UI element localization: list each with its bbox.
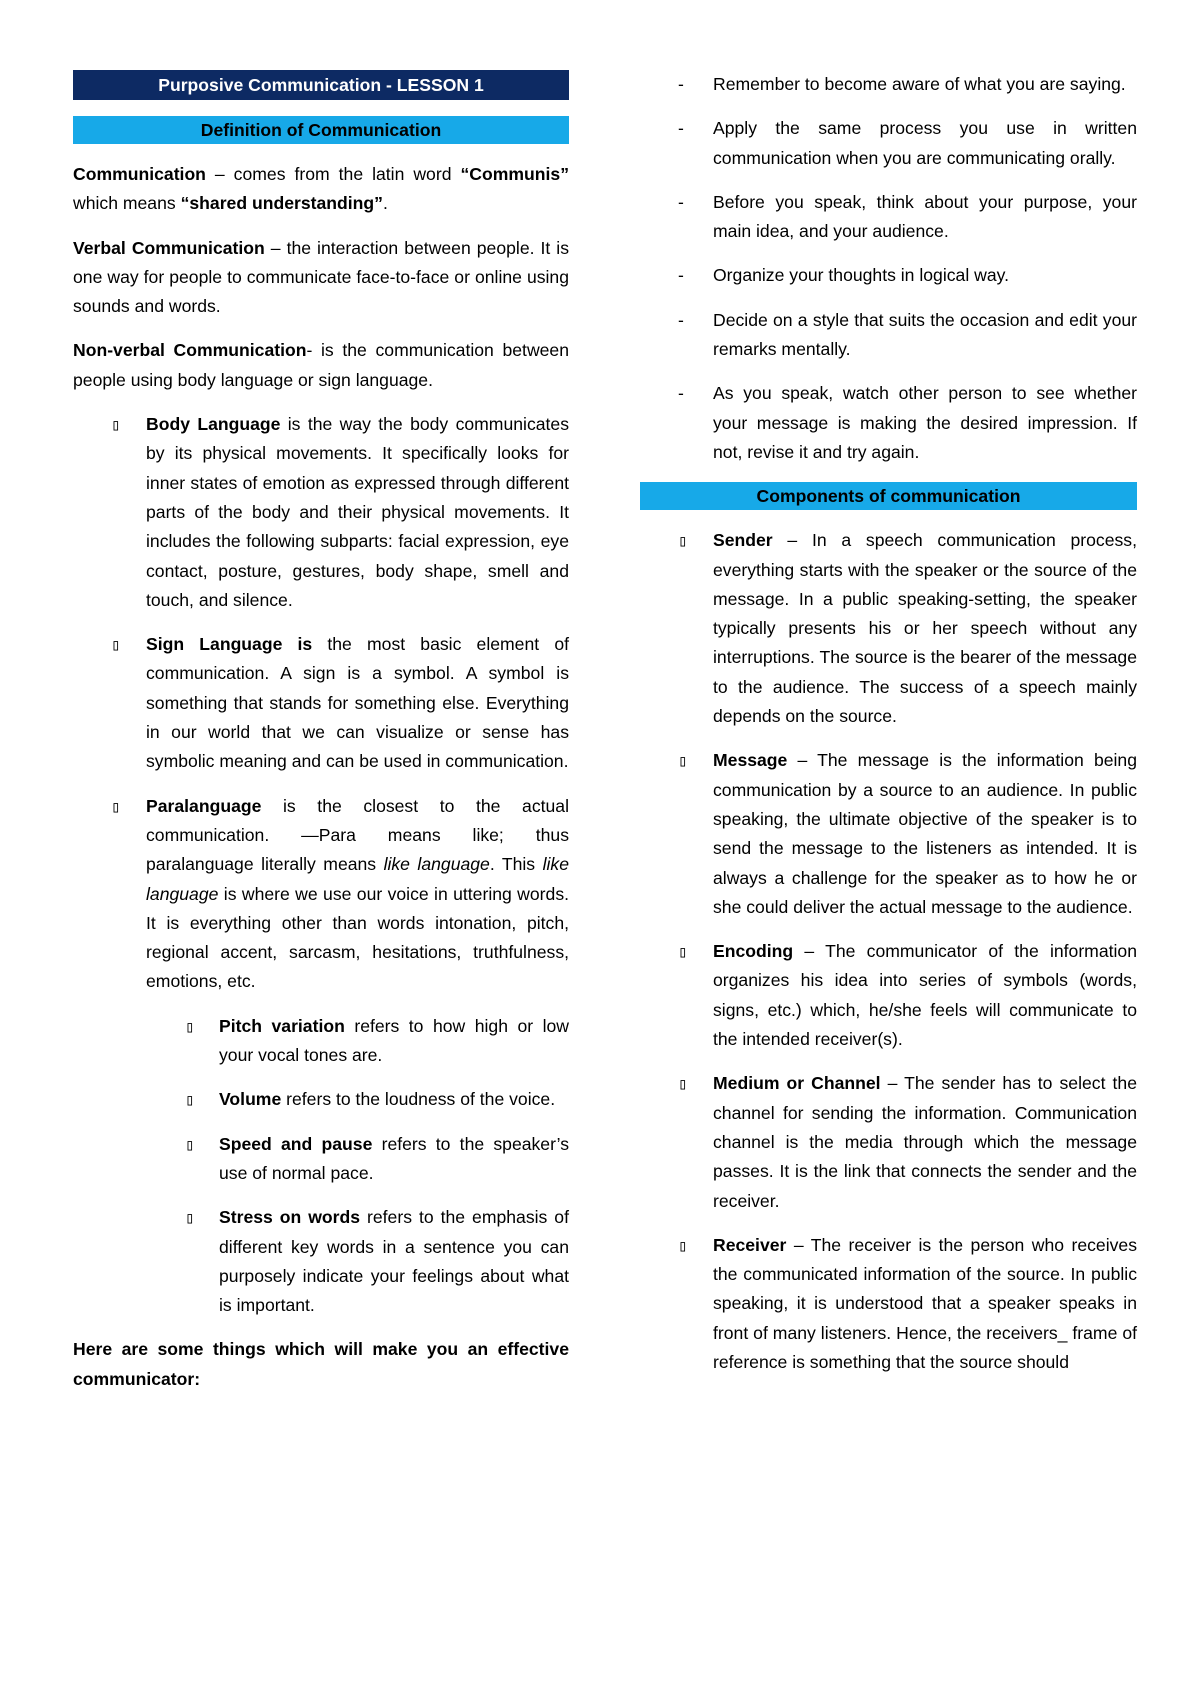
definition-verbal: Verbal Communication – the interaction between people. It is one way for people to communicate face-to-face or online using sounds and words. xyxy=(73,237,569,317)
dash-marker: - xyxy=(678,309,684,330)
section-heading-definition: Definition of Communication xyxy=(73,116,569,144)
bullet-marker: ▯ xyxy=(185,1016,195,1036)
bullet-marker: ▯ xyxy=(185,1208,195,1228)
bullet-marker: ▯ xyxy=(678,1235,688,1255)
component-encoding: ▯ Encoding – The communicator of the information organizes his idea into series of symbols (words, signs, etc.) which, he/she feels will communicate to the intended receiver(s). xyxy=(640,937,1137,1054)
sub-bullet-stress: ▯ Stress on words refers to the emphasis of different key words in a sentence you can purposely indicate your feelings about what is important. xyxy=(73,1203,569,1320)
definition-nonverbal: Non-verbal Communication- is the communication between people using body language or sign language. xyxy=(73,340,569,390)
tip-item: - Organize your thoughts in logical way. xyxy=(640,261,1137,290)
bullet-marker: ▯ xyxy=(185,1090,195,1110)
lesson-title: Purposive Communication - LESSON 1 xyxy=(73,70,569,100)
definition-communication: Communication – comes from the latin word “Communis” which means “shared understanding”. xyxy=(73,164,569,214)
effective-communicator-intro: Here are some things which will make you an effective communicator: xyxy=(73,1339,569,1389)
sub-bullet-volume: ▯ Volume refers to the loudness of the voice. xyxy=(73,1085,569,1114)
component-receiver: ▯ Receiver – The receiver is the person who receives the communicated information of the source. In public speaking, it is understood that a speaker speaks in front of many listeners. Hence, the receivers_ frame of reference is something that the source should xyxy=(640,1231,1137,1377)
bullet-marker: ▯ xyxy=(678,942,688,962)
bullet-marker: ▯ xyxy=(678,751,688,771)
bullet-body-language: ▯ Body Language is the way the body communicates by its physical movements. It specifically looks for inner states of emotion as expressed through different parts of the body and their physical movements. It includes the following subparts: facial expression, eye contact, posture, gestures, body shape, smell and touch, and silence. xyxy=(73,410,569,615)
bullet-marker: ▯ xyxy=(678,531,688,551)
dash-marker: - xyxy=(678,74,684,94)
bullet-marker: ▯ xyxy=(185,1134,195,1154)
component-sender: ▯ Sender – In a speech communication process, everything starts with the speaker or the source of the message. In a public speaking-setting, the speaker typically presents his or her speech without any interruptions. The source is the bearer of the message to the audience. The success of a speech mainly depends on the source. xyxy=(640,526,1137,731)
dash-marker: - xyxy=(678,383,684,404)
left-column xyxy=(73,70,569,1409)
sub-bullet-speed: ▯ Speed and pause refers to the speaker’s use of normal pace. xyxy=(73,1130,569,1189)
bullet-sign-language: ▯ Sign Language is the most basic element of communication. A sign is a symbol. A symbol is something that stands for something else. Everything in our world that we can visualize or sense has symbolic meaning and can be used in communication. xyxy=(73,630,569,776)
component-message: ▯ Message – The message is the information being communication by a source to an audience. In public speaking, the ultimate objective of the speaker is to send the message to the listeners as intended. It is always a challenge for the speaker as to how he or she could deliver the actual message to the audience. xyxy=(640,746,1137,922)
bullet-paralanguage: ▯ Paralanguage is the closest to the actual communication. ―Para means like; thus paralanguage literally means like language. This like language is where we use our voice in uttering words. It is everything other than words intonation, pitch, regional accent, sarcasm, hesitations, truthfulness, emotions, etc. xyxy=(73,792,569,997)
bullet-marker: ▯ xyxy=(111,796,121,816)
tip-item: - As you speak, watch other person to see whether your message is making the desired impression. If not, revise it and try again. xyxy=(640,379,1137,467)
dash-marker: - xyxy=(678,118,684,139)
component-medium: ▯ Medium or Channel – The sender has to select the channel for sending the information. Communication channel is the media through which the message passes. It is the link that connects the sender and the receiver. xyxy=(640,1069,1137,1215)
tip-item: - Before you speak, think about your purpose, your main idea, and your audience. xyxy=(640,188,1137,247)
dash-marker: - xyxy=(678,265,684,286)
sub-bullet-pitch: ▯ Pitch variation refers to how high or low your vocal tones are. xyxy=(73,1012,569,1071)
bullet-marker: ▯ xyxy=(111,635,121,655)
tip-item: - Decide on a style that suits the occasion and edit your remarks mentally. xyxy=(640,306,1137,365)
dash-marker: - xyxy=(678,191,684,212)
tip-item: - Apply the same process you use in written communication when you are communicating orally. xyxy=(640,114,1137,173)
bullet-marker: ▯ xyxy=(678,1074,688,1094)
tip-item: - Remember to become aware of what you are saying. xyxy=(640,70,1137,99)
section-heading-components: Components of communication xyxy=(640,482,1137,510)
right-column xyxy=(640,70,1137,1392)
bullet-marker: ▯ xyxy=(111,415,121,435)
